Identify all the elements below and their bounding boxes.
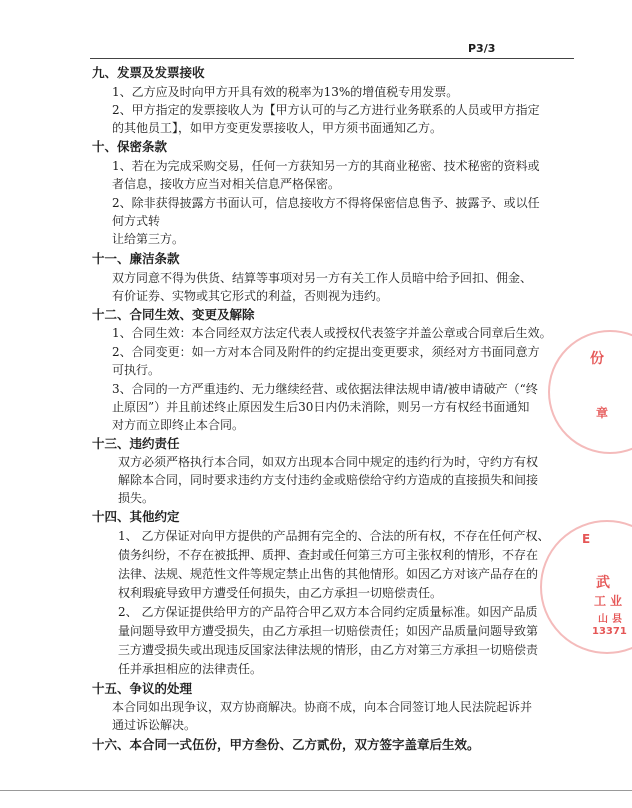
line-9-1: 1、乙方应及时向甲方开具有效的税率为13%的增值税专用发票。 [112,85,459,99]
line-10-2b: 何方式转 [112,214,161,228]
section-title-14: 十四、其他约定 [92,509,180,524]
line-12-1: 1、合同生效：本合同经双方法定代表人或授权代表签字并盖公章或合同章后生效。 [112,326,552,340]
line-10-1a: 1、若在为完成采购交易，任何一方获知另一方的其商业秘密、技术秘密的资料或 [112,159,540,173]
line-12-3a: 3、合同的一方严重违约、无力继续经营、或依据法律法规申请/被申请破产（“终 [112,382,538,396]
line-9-2a: 2、甲方指定的发票接收人为【甲方认可的与乙方进行业务联系的人员或甲方指定 [112,103,540,117]
line-14-1d: 权利瑕疵导致甲方遭受任何损失，由乙方承担一切赔偿责任。 [118,586,443,600]
section-title-15: 十五、争议的处理 [92,681,193,696]
line-11-a: 双方同意不得为供货、结算等事项对另一方有关工作人员暗中给予回扣、佣金、 [112,271,533,285]
seal-char: E [582,532,591,546]
line-14-1c: 法律、法规、规范性文件等规定禁止出售的其他情形。如因乙方对该产品存在的 [118,567,539,581]
line-14-1b: 债务纠纷，不存在被抵押、质押、查封或任何第三方可主张权利的情形，不存在 [118,548,539,562]
line-14-2a: 2、 乙方保证提供给甲方的产品符合甲乙双方本合同约定质量标准。如因产品质 [118,605,538,619]
line-12-3b: 止原因”）并且前述终止原因发生后30日内仍未消除，则另一方有权经书面通知 [112,400,530,414]
line-13-c: 损失。 [118,491,155,505]
line-9-2b: 的其他员工】，如甲方变更发票接收人，甲方须书面通知乙方。 [112,121,443,135]
page-number: P3/3 [468,42,496,55]
line-12-2a: 2、合同变更：如一方对本合同及附件的约定提出变更要求，须经对方书面同意方 [112,345,540,359]
line-10-2a: 2、除非获得披露方书面认可，信息接收方不得将保密信息售予、披露予、或以任 [112,196,540,210]
seal-char: 业 [610,594,623,608]
line-14-1a: 1、 乙方保证对向甲方提供的产品拥有完全的、合法的所有权，不存在任何产权、 [118,529,550,543]
section-title-10: 十、保密条款 [92,139,168,154]
seal-char: 工 [594,594,607,608]
section-title-13: 十三、违约责任 [92,436,180,451]
line-13-a: 双方必须严格执行本合同，如双方出现本合同中规定的违约行为时，守约方有权 [118,455,539,469]
seal-char: 章 [596,406,609,420]
seal-char: 县 [612,614,622,625]
line-15-b: 通过诉讼解决。 [112,718,197,732]
seal-char: 武 [596,575,610,591]
line-14-2c: 三方遭受损失或出现违反国家法律法规的情形，由乙方对第三方承担一切赔偿责 [118,643,539,657]
section-title-16: 十六、本合同一式伍份，甲方叁份、乙方贰份，双方签字盖章后生效。 [92,737,480,752]
seal-char: 山 [598,614,608,625]
line-11-b: 有价证券、实物或其它形式的利益，否则视为违约。 [112,289,389,303]
line-12-2b: 可执行。 [112,363,161,377]
line-14-2d: 任并承担相应的法律责任。 [118,662,263,676]
line-10-2c: 让给第三方。 [112,232,185,246]
section-title-9: 九、发票及发票接收 [92,65,205,80]
line-15-a: 本合同如出现争议，双方协商解决。协商不成，向本合同签订地人民法院起诉并 [112,700,533,714]
seal-char: 份 [590,351,604,367]
line-12-3c: 对方而立即终止本合同。 [112,418,245,432]
line-13-b: 解除本合同，同时要求违约方支付违约金或赔偿给守约方造成的直接损失和间接 [118,473,539,487]
page-bottom-edge [0,790,632,791]
section-title-11: 十一、廉洁条款 [92,251,180,266]
section-title-12: 十二、合同生效、变更及解除 [92,307,255,322]
seal-number: 13371 [592,626,627,637]
line-10-1b: 者信息，接收方应当对相关信息严格保密。 [112,177,341,191]
line-14-2b: 量问题导致甲方遭受损失，由乙方承担一切赔偿责任；如因产品质量问题导致第 [118,624,539,638]
